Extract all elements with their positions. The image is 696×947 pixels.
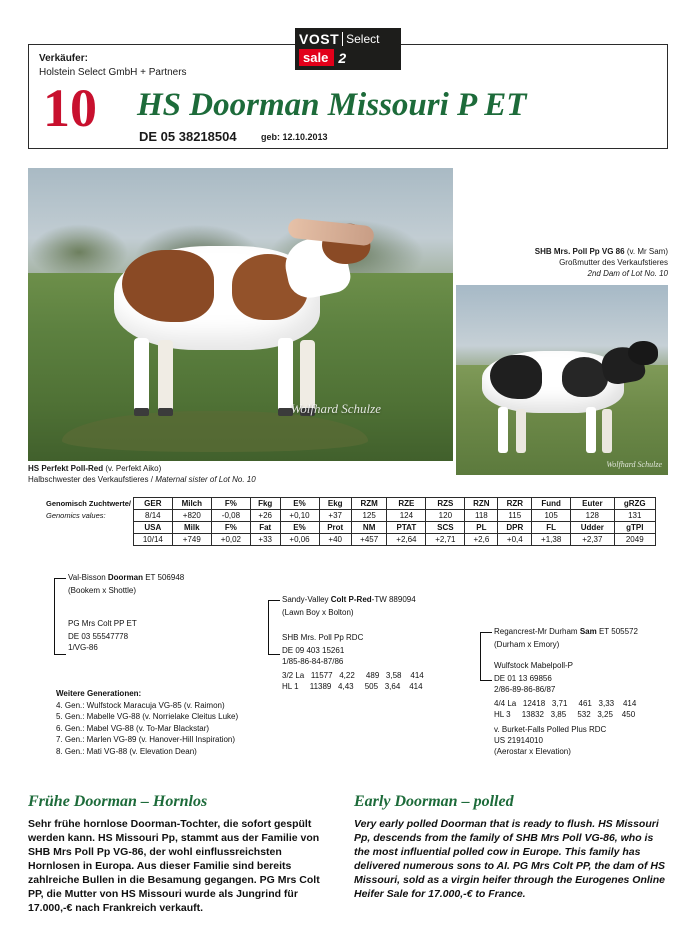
- black-white-holstein-cow-illustration: [474, 341, 656, 459]
- col-head-prot: Prot: [319, 522, 351, 534]
- mgs-name-suffix: -TW 889094: [371, 595, 416, 604]
- col-head-fl: FL: [532, 522, 571, 534]
- mggd-sire-suffix: RDC: [586, 725, 607, 734]
- mgd-record-row: HL 1 11389 4,43 505 3,64 414: [282, 682, 423, 691]
- further-generations-header: Weitere Generationen:: [56, 689, 142, 698]
- cell-scs: +2,71: [426, 534, 465, 546]
- col-head-epct: E%: [280, 498, 319, 510]
- cell-rze: 124: [387, 510, 426, 522]
- mgs-name: [282, 594, 492, 605]
- genomic-values-table: [46, 497, 656, 546]
- red-holstein-heifer-illustration: [100, 220, 372, 416]
- mggd-classification: 2/86-89-86-86/87: [494, 685, 556, 694]
- sire-block: [68, 572, 278, 596]
- cow-leg: [498, 407, 508, 453]
- cow-leg: [516, 409, 526, 453]
- description-english: [354, 793, 668, 901]
- cell-milk: +749: [172, 534, 211, 546]
- mgs-name-prefix: Sandy-Valley: [282, 595, 331, 604]
- cow-hoof: [158, 408, 173, 416]
- logo-sale-text: sale: [299, 49, 334, 66]
- logo-vost-text: VOST: [299, 31, 340, 48]
- col-head-nm: NM: [351, 522, 387, 534]
- cell-ptat: +2,64: [387, 534, 426, 546]
- col-head-ger: GER: [134, 498, 173, 510]
- maternal-granddam-block: [282, 632, 497, 692]
- generation-item: 8. Gen.: Mati VG-88 (v. Elevation Dean): [56, 746, 197, 756]
- cell-milch: +820: [172, 510, 211, 522]
- cell-ekg: +37: [319, 510, 351, 522]
- main-photo-caption: [28, 463, 448, 485]
- generation-item: 5. Gen.: Mabelle VG-88 (v. Norrielake Cleitus Luke): [56, 712, 239, 721]
- dam-registration: DE 03 55547778: [68, 632, 129, 641]
- generation-item: 4. Gen.: Wulfstock Maracuja VG-85 (v. Raimon): [56, 700, 225, 710]
- col-head-epct-usa: E%: [280, 522, 319, 534]
- pedigree-bracket-line: [480, 632, 492, 633]
- mgd-classification: 1/85-86-84-87/86: [282, 657, 344, 666]
- col-head-rzm: RZM: [351, 498, 387, 510]
- registration-number: DE 05 38218504: [139, 129, 237, 144]
- mgd-name: SHB Mrs. Poll Pp RDC: [282, 633, 364, 642]
- dam-classification: 1/VG-86: [68, 643, 98, 652]
- geno-label-en: Genomics values:: [46, 511, 106, 520]
- further-generations-block: [56, 688, 306, 757]
- page-title: HS Doorman Missouri P ET: [137, 87, 527, 123]
- photographer-watermark: Wolfhard Schulze: [290, 401, 381, 416]
- caption-relation-en: Maternal sister of Lot No. 10: [155, 475, 256, 484]
- great-grandsire-block: [494, 626, 694, 650]
- pedigree-bracket-line: [268, 600, 269, 654]
- geno-label-de: Genomisch Zuchtwerte/: [46, 499, 132, 508]
- cell-epct-usa: +0,06: [280, 534, 319, 546]
- mgs-name-key: Colt P-Red: [330, 595, 372, 604]
- pedigree-bracket-line: [54, 578, 55, 654]
- pedigree-chart: [28, 556, 668, 788]
- caption-sire: (v. Mr Sam): [626, 247, 668, 256]
- col-head-rzr: RZR: [498, 498, 532, 510]
- pedigree-bracket-line: [480, 632, 481, 680]
- description-body-en: Very early polled Doorman that is ready to flush. HS Missouri Pp, descends from the family of SHB Mrs Poll VG-86, who is the most influential polled cow in Europe. This family has delivered numerous sons to AI. PG Mrs Colt PP, the dam of HS Missouri, sold as a virgin heifer through the Eurogenes Online Heifer Sale for 17.000,-€ to France.: [354, 818, 665, 900]
- mggd-record-row: HL 3 13832 3,85 532 3,25 450: [494, 710, 636, 719]
- caption-sire: (v. Perfekt Aiko): [105, 464, 162, 473]
- cell-rzs: 120: [426, 510, 465, 522]
- caption-animal-name: HS Perfekt Poll-Red: [28, 464, 104, 473]
- mgd-registration: DE 09 403 15261: [282, 646, 345, 655]
- lot-number: 10: [43, 78, 97, 138]
- cell-rzr: 115: [498, 510, 532, 522]
- caption-animal-name: SHB Mrs. Poll Pp VG 86: [534, 247, 625, 256]
- seller-name: Holstein Select GmbH + Partners: [39, 67, 187, 78]
- cell-rzn: 118: [465, 510, 498, 522]
- cow-leg: [586, 407, 596, 453]
- cell-fpct-usa: +0,02: [211, 534, 250, 546]
- description-german: [28, 793, 328, 915]
- cell-prot: +40: [319, 534, 351, 546]
- col-head-ptat: PTAT: [387, 522, 426, 534]
- sire-name: [68, 572, 278, 583]
- second-dam-photo: [456, 285, 668, 475]
- maternal-grandsire-block: [282, 594, 492, 618]
- cell-fund: 105: [532, 510, 571, 522]
- cell-fl: +1,38: [532, 534, 571, 546]
- mggs-name-suffix: ET 505572: [596, 627, 638, 636]
- dam-block: [68, 618, 278, 653]
- mggd-sire-prefix: v. Burket-Falls: [494, 725, 547, 734]
- logo-bottom-row: [299, 49, 397, 67]
- pedigree-bracket-line: [480, 680, 492, 681]
- cow-patch-front: [490, 355, 542, 399]
- cell-fkg: +26: [250, 510, 280, 522]
- cell-ger-date: 8/14: [134, 510, 173, 522]
- col-head-fpct-usa: F%: [211, 522, 250, 534]
- mggs-name-key: Sam: [579, 627, 597, 636]
- mgd-record-row: 3/2 La 11577 4,22 489 3,58 414: [282, 671, 424, 680]
- pedigree-bracket-line: [54, 654, 66, 655]
- generation-item: 7. Gen.: Marlen VG-89 (v. Hanover-Hill Inspiration): [56, 735, 236, 744]
- cow-head: [628, 341, 658, 365]
- description-title-de: Frühe Doorman – Hornlos: [28, 793, 208, 810]
- mggs-name: [494, 626, 694, 637]
- logo-select-text: Select: [346, 32, 380, 47]
- mggd-sire-key: Polled Plus: [546, 725, 587, 734]
- pedigree-bracket-line: [268, 654, 280, 655]
- table-row-header-ger: [46, 498, 656, 510]
- great-granddam-block: [494, 660, 696, 757]
- mggs-parents: (Durham x Emory): [494, 640, 560, 649]
- pedigree-bracket-line: [268, 600, 280, 601]
- mgs-parents: (Lawn Boy x Bolton): [282, 608, 354, 617]
- photographer-watermark: Wolfhard Schulze: [606, 460, 662, 469]
- sire-name-prefix: Val-Bisson: [68, 573, 108, 582]
- col-head-milk: Milk: [172, 522, 211, 534]
- birth-date: geb: 12.10.2013: [261, 132, 328, 142]
- col-head-fkg: Fkg: [250, 498, 280, 510]
- col-head-ekg: Ekg: [319, 498, 351, 510]
- logo-top-row: [299, 31, 397, 48]
- cell-usa-date: 10/14: [134, 534, 173, 546]
- mggs-name-prefix: Regancrest-Mr Durham: [494, 627, 580, 636]
- sire-name-key: Doorman: [107, 573, 143, 582]
- cell-euter: 128: [571, 510, 614, 522]
- cell-fpct: -0,08: [211, 510, 250, 522]
- mggd-registration: DE 01 13 69856: [494, 674, 552, 683]
- col-head-rzs: RZS: [426, 498, 465, 510]
- col-head-gtpi: gTPI: [614, 522, 655, 534]
- col-head-rze: RZE: [387, 498, 426, 510]
- col-head-fat: Fat: [250, 522, 280, 534]
- cell-pl: +2,6: [465, 534, 498, 546]
- cell-nm: +457: [351, 534, 387, 546]
- cell-dpr: +0,4: [498, 534, 532, 546]
- mggd-sire-parents: (Aerostar x Elevation): [494, 747, 571, 756]
- col-head-milch: Milch: [172, 498, 211, 510]
- logo-edition-number: 2: [338, 49, 347, 66]
- col-head-rzn: RZN: [465, 498, 498, 510]
- mggd-production-records: [494, 698, 696, 720]
- seller-label: Verkäufer:: [39, 53, 88, 64]
- table-row-ger-values: [46, 510, 656, 522]
- geno-label-spacer: [46, 522, 134, 534]
- vost-select-sale-logo: [295, 28, 401, 70]
- col-head-grzg: gRZG: [614, 498, 655, 510]
- mggd-sire-line: [494, 724, 696, 735]
- cell-rzm: 125: [351, 510, 387, 522]
- col-head-scs: SCS: [426, 522, 465, 534]
- mggd-record-row: 4/4 La 12418 3,71 461 3,33 414: [494, 699, 637, 708]
- cow-hoof: [134, 408, 149, 416]
- table-row-header-usa: [46, 522, 656, 534]
- cow-patch-front: [122, 250, 214, 322]
- col-head-fund: Fund: [532, 498, 571, 510]
- main-animal-photo: [28, 168, 453, 461]
- col-head-fpct: F%: [211, 498, 250, 510]
- dam-name: PG Mrs Colt PP ET: [68, 619, 137, 628]
- mggd-sire-registration: US 21914010: [494, 736, 543, 745]
- cow-leg: [602, 409, 612, 453]
- pedigree-bracket-line: [54, 578, 66, 579]
- table-row-usa-values: [46, 534, 656, 546]
- cow-leg: [158, 340, 173, 412]
- col-head-pl: PL: [465, 522, 498, 534]
- col-head-udder: Udder: [571, 522, 614, 534]
- logo-divider: [342, 32, 343, 46]
- cell-udder: +2,37: [571, 534, 614, 546]
- caption-relation-en: 2nd Dam of Lot No. 10: [587, 269, 668, 278]
- cell-grzg: 131: [614, 510, 655, 522]
- geno-label-spacer2: [46, 534, 134, 546]
- sire-name-suffix: ET 506948: [143, 573, 185, 582]
- second-dam-caption: [420, 246, 668, 279]
- col-head-dpr: DPR: [498, 522, 532, 534]
- description-body-de: Sehr frühe hornlose Doorman-Tochter, die sofort gespült werden kann. HS Missouri Pp, stammt aus der Familie von SHB Mrs Poll Pp VG-86, der wohl einflussreichsten Hornlosen in Europa. Aus dieser Familie sind bereits zahlreiche Bullen in die Besamung gegangen. PG Mrs Colt PP, die Mutter von HS Missouri wurde als Jungrind für 17.000,-€ nach Frankreich verkauft.: [28, 818, 320, 914]
- cell-fat: +33: [250, 534, 280, 546]
- cell-epct: +0,10: [280, 510, 319, 522]
- cell-gtpi: 2049: [614, 534, 655, 546]
- col-head-usa: USA: [134, 522, 173, 534]
- sire-parents: (Bookem x Shottle): [68, 586, 137, 595]
- col-head-euter: Euter: [571, 498, 614, 510]
- caption-relation-de: Halbschwester des Verkaufstieres /: [28, 475, 153, 484]
- description-title-en: Early Doorman – polled: [354, 793, 514, 810]
- caption-relation-de: Großmutter des Verkaufstieres: [559, 258, 668, 267]
- mgd-production-records: [282, 670, 497, 692]
- cow-leg: [134, 338, 149, 412]
- generation-item: 6. Gen.: Mabel VG-88 (v. To-Mar Blackstar): [56, 723, 210, 733]
- mggd-name: Wulfstock Mabelpoll-P: [494, 661, 573, 670]
